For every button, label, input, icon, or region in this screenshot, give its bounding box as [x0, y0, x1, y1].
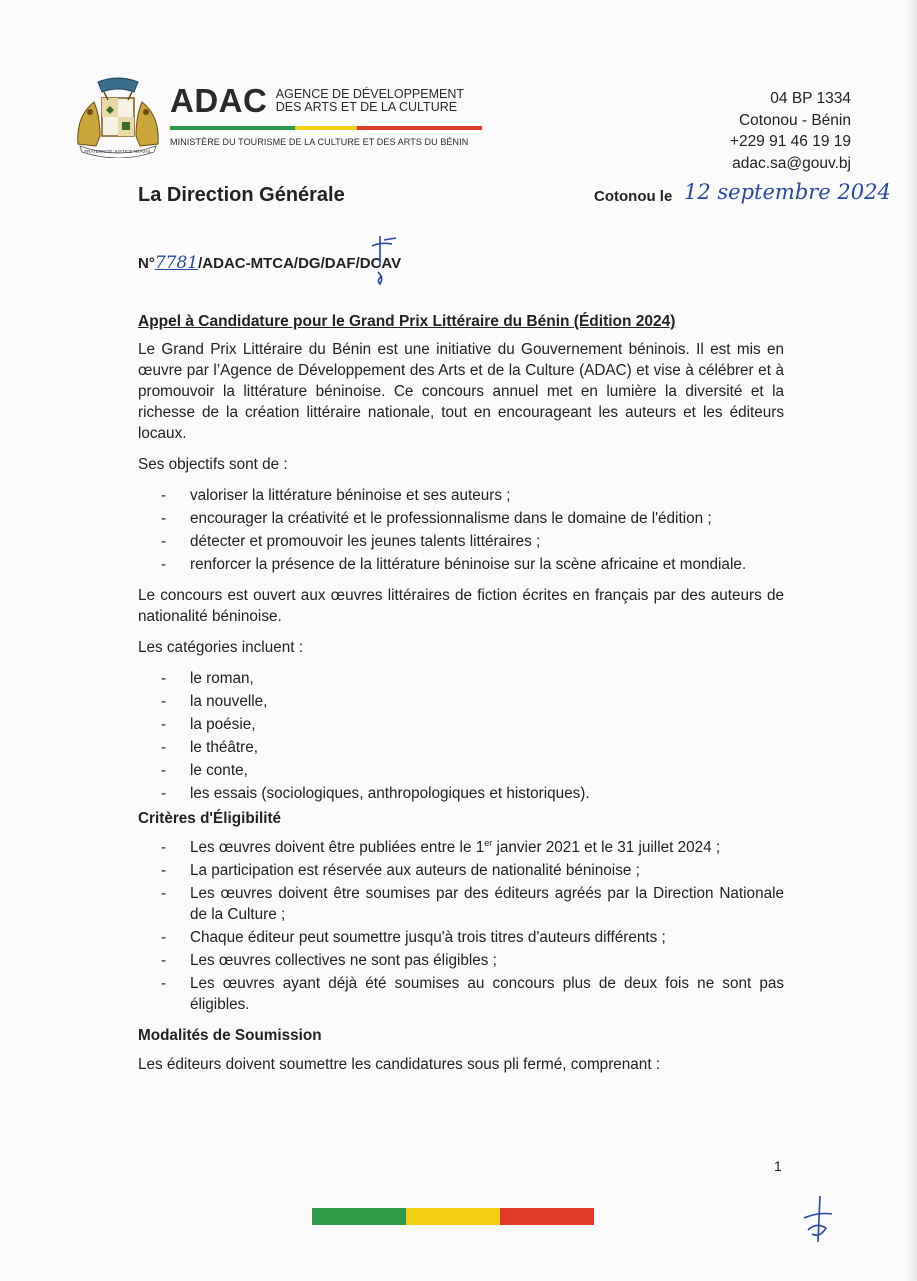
contact-email: adac.sa@gouv.bj: [732, 154, 851, 172]
brand-block: [170, 82, 464, 120]
contact-phone: +229 91 46 19 19: [729, 133, 851, 150]
document-title: Appel à Candidature pour le Grand Prix Littéraire du Bénin (Édition 2024): [138, 313, 676, 330]
reference-prefix: N°: [138, 255, 155, 272]
list-item: - encourager la créativité et le professionnalisme dans le domaine de l'édition ;: [138, 508, 784, 529]
reference-suffix: /ADAC-MTCA/DG/DAF/DCAV: [198, 255, 402, 272]
brand-subtitle-line2: DES ARTS ET DE LA CULTURE: [275, 100, 458, 114]
benin-coat-of-arms-logo: [72, 76, 164, 158]
footer-flag-bar: [312, 1208, 594, 1225]
list-item: - la nouvelle,: [138, 691, 784, 712]
reference-number: [138, 253, 401, 273]
brand-subtitle-line1: AGENCE DE DÉVELOPPEMENT: [275, 87, 465, 101]
list-item: [138, 837, 784, 858]
list-item: - Les œuvres doivent être soumises par des éditeurs agréés par la Direction Nationale de la Culture ;: [138, 883, 784, 925]
list-item: - les essais (sociologiques, anthropologiques et historiques).: [138, 783, 784, 804]
contact-po-box: 04 BP 1334: [770, 90, 851, 107]
objectives-list: [138, 485, 784, 575]
ordinal-superscript: er: [484, 838, 493, 848]
list-item: - renforcer la présence de la littérature béninoise sur la scène africaine et mondiale.: [138, 554, 784, 575]
handwritten-initial-mark: [366, 232, 406, 292]
eligibility-list: [138, 837, 784, 1015]
list-item: - le conte,: [138, 760, 784, 781]
handwritten-paraph-mark: [798, 1192, 838, 1246]
eligibility-date-text-after: janvier 2021 et le 31 juillet 2024 ;: [492, 839, 721, 856]
list-item: - Chaque éditeur peut soumettre jusqu'à trois titres d'auteurs différents ;: [138, 927, 784, 948]
list-item: - La participation est réservée aux auteurs de nationalité béninoise ;: [138, 860, 784, 881]
list-item: - Les œuvres collectives ne sont pas éligibles ;: [138, 950, 784, 971]
logo-motto: FRATERNITÉ JUSTICE TRAVAIL: [84, 149, 152, 154]
handwritten-reference-number: 7781: [154, 253, 199, 273]
page-number: 1: [774, 1158, 782, 1174]
submission-text: Les éditeurs doivent soumettre les candidatures sous pli fermé, comprenant :: [138, 1056, 661, 1073]
objectives-intro: Ses objectifs sont de :: [138, 456, 288, 473]
contact-block: [730, 88, 851, 174]
list-item: - la poésie,: [138, 714, 784, 735]
list-item: - Les œuvres ayant déjà été soumises au concours plus de deux fois ne sont pas éligibles.: [138, 973, 784, 1015]
categories-list: [138, 668, 784, 804]
brand-flag-bar: [170, 126, 482, 130]
document-body: [138, 312, 784, 1085]
page-edge-shadow: [903, 0, 917, 1281]
ministry-name: MINISTÈRE DU TOURISME DE LA CULTURE ET DES ARTS DU BÉNIN: [170, 137, 469, 147]
categories-intro: Les catégories incluent :: [138, 639, 303, 656]
list-item: - le roman,: [138, 668, 784, 689]
eligibility-heading: Critères d'Éligibilité: [138, 810, 282, 827]
open-to-paragraph: Le concours est ouvert aux œuvres littéraires de fiction écrites en français par des auteurs de nationalité béninoise.: [138, 587, 784, 625]
issuer-heading: La Direction Générale: [138, 184, 345, 206]
list-item: - valoriser la littérature béninoise et ses auteurs ;: [138, 485, 784, 506]
brand-subtitle: [276, 88, 464, 114]
contact-city: Cotonou - Bénin: [738, 111, 851, 129]
handwritten-date: 12 septembre 2024: [684, 180, 891, 204]
list-item: - le théâtre,: [138, 737, 784, 758]
eligibility-date-text-before: Les œuvres doivent être publiées entre le 1: [190, 839, 485, 856]
submission-heading: Modalités de Soumission: [138, 1027, 322, 1044]
list-item: - détecter et promouvoir les jeunes talents littéraires ;: [138, 531, 784, 552]
brand-name: ADAC: [170, 82, 268, 119]
date-label: Cotonou le: [594, 188, 673, 205]
intro-paragraph: Le Grand Prix Littéraire du Bénin est une initiative du Gouvernement béninois. Il est mis en œuvre par l’Agence de Développement des Arts et de la Culture (ADAC) et vise à célébrer et à promouvoir la littérature béninoise. Ce concours annuel met en lumière la diversité et la richesse de la création littéraire nationale, tout en encourageant les auteurs et les éditeurs locaux.: [138, 341, 784, 442]
